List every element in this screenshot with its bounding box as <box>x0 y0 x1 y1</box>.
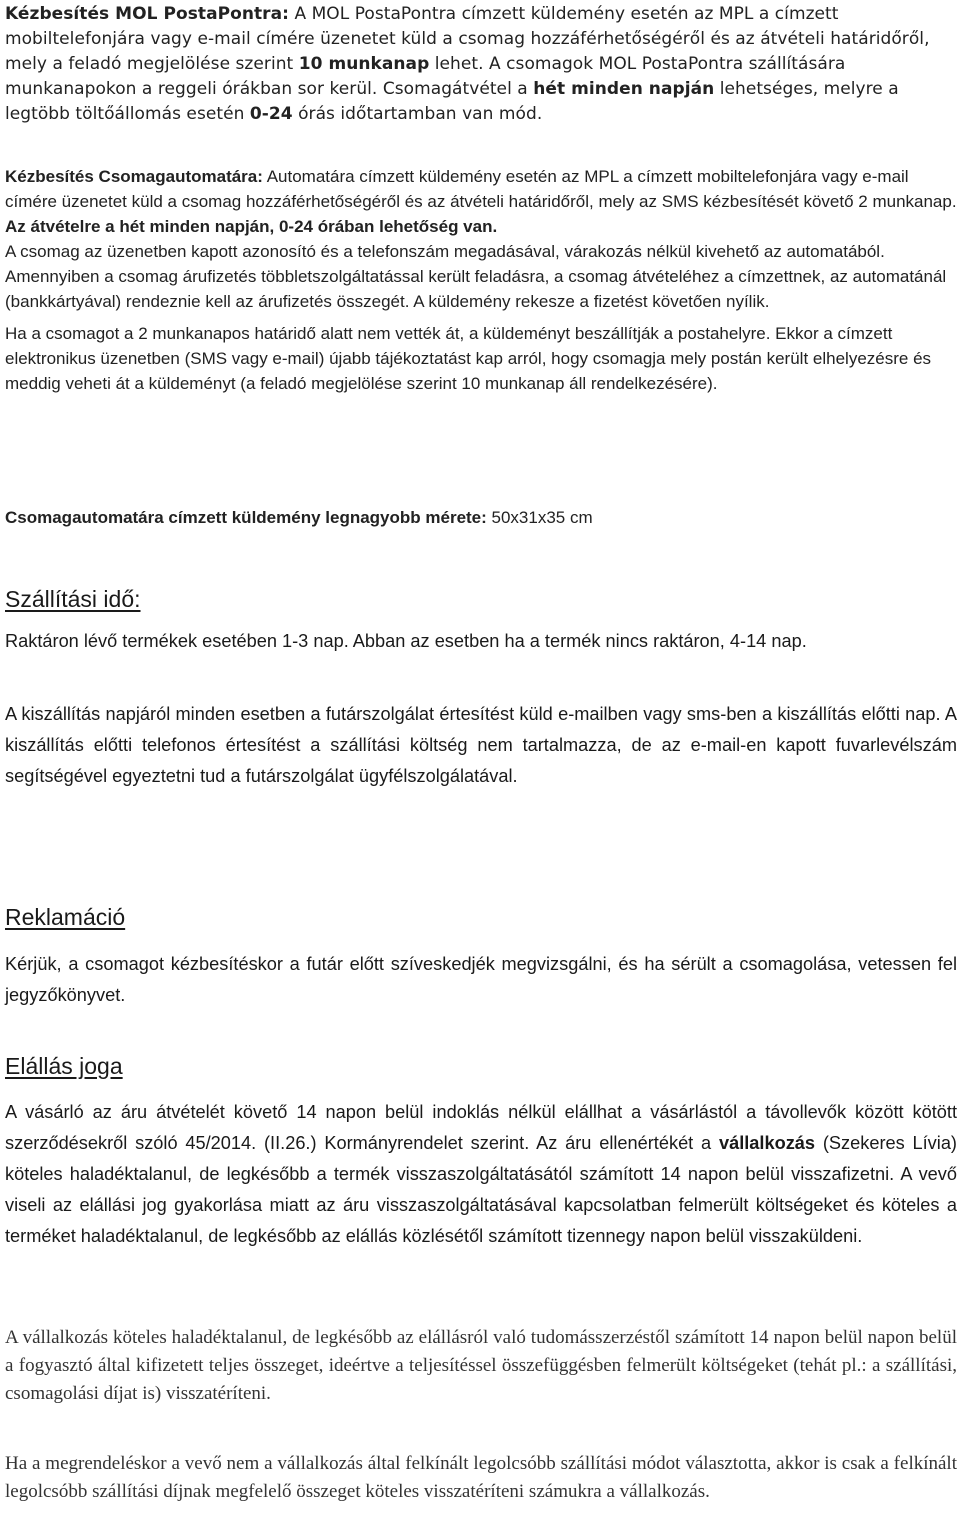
complaint-paragraph: Kérjük, a csomagot kézbesítéskor a futár előtt szíveskedjék megvizsgálni, és ha sérült a csomagolása, vetessen fel jegyzőkönyvet. <box>5 954 957 1005</box>
automata-paragraph-2: A csomag az üzenetben kapott azonosító és a telefonszám megadásával, várakozás nélkül kivehető az automatából. Amennyiben a csomag árufizetés többletszolgáltatással került feladásra, a csomag átvételéhez a címzettnek, az automatánál (bankkártyával) rendeznie kell az árufizetés összegét. A küldemény rekesze a fizetést követően nyílik. <box>5 242 947 311</box>
postapont-paragraph: Kézbesítés MOL PostaPontra: A MOL PostaPontra címzett küldemény esetén az MPL a címzett mobiltelefonjára vagy e-mail címére üzenetet küld a csomag hozzáférhetőségéről és az átvételi határidőről, mely a feladó megjelölése szerint 10 munkanap lehet. A csomagok MOL PostaPontra szállítására munkanapokon a reggeli órákban sor kerül. Csomagátvétel a hét minden napján lehetséges, melyre a legtöbb töltőállomás esetén 0-24 órás időtartamban van mód. <box>5 4 930 124</box>
postapont-section <box>5 2 957 127</box>
automata-label: Kézbesítés Csomagautomatára: <box>5 167 263 186</box>
max-size-line <box>5 505 957 530</box>
withdrawal-paragraph-3: Ha a megrendeléskor a vevő nem a vállalkozás által felkínált legolcsóbb szállítási módot választotta, akkor is csak a felkínált legolcsóbb szállítási díjnak megfelelő összeget köteles visszatéríteni számukra a vállalkozás. <box>5 1453 957 1502</box>
shipping-time-paragraph-2: A kiszállítás napjáról minden esetben a futárszolgálat értesítést küld e-mailben vagy sms-ben a kiszállítás előtti nap. A kiszállítás előtti telefonos értesítést a szállítási költség nem tartalmazza, de az e-mail-en kapott fuvarlevélszám segítségével egyeztetni tud a futárszolgálat ügyfélszolgálatával. <box>5 704 957 786</box>
max-size-label: Csomagautomatára címzett küldemény legnagyobb mérete: <box>5 508 487 527</box>
withdrawal-paragraph-1: A vásárló az áru átvételét követő 14 napon belül indoklás nélkül elállhat a vásárlástól a távollevők között kötött szerződésekről szóló 45/2014. (II.26.) Kormányrendelet szerint. Az áru ellenértékét a vállalkozás (Szekeres Lívia) köteles haladéktalanul, de legkésőbb a termék visszaszolgáltatásától számított 14 napon belül visszafizetni. A vevő viseli az elállási jog gyakorlása miatt az áru visszaszolgáltatásával kapcsolatban felmerült költségeket és köteles a terméket haladéktalanul, de legkésőbb az elállás közlésétől számított tizennegy napon belül visszaküldeni. <box>5 1102 957 1246</box>
withdrawal-heading: Elállás joga <box>5 1053 123 1079</box>
max-size-value: 50x31x35 cm <box>486 508 593 527</box>
max-size-section <box>5 505 957 530</box>
postapont-label: Kézbesítés MOL PostaPontra: <box>5 4 289 24</box>
complaint-heading: Reklamáció <box>5 904 126 930</box>
shipping-time-paragraph-1: Raktáron lévő termékek esetében 1-3 nap. Abban az esetben ha a termék nincs raktáron, 4-14 nap. <box>5 631 807 651</box>
withdrawal-paragraph-2: A vállalkozás köteles haladéktalanul, de legkésőbb az elállásról való tudomásszerzéstől számított 14 napon belül napon belül a fogyasztó által kifizetett teljes összeget, ideértve a teljesítéssel összefüggésben felmerült költségeket (tehát pl.: a szállítási, csomagolási díjat is) visszatéríteni. <box>5 1327 957 1404</box>
automata-section <box>5 164 957 396</box>
automata-paragraph-1: Kézbesítés Csomagautomatára: Automatára címzett küldemény esetén az MPL a címzett mobiltelefonjára vagy e-mail címére üzenetet küld a csomag hozzáférhetőségéről és az átvételi határidőről, mely az SMS kézbesítését követő 2 munkanap. Az átvételre a hét minden napján, 0-24 órában lehetőség van. <box>5 167 957 236</box>
automata-paragraph-3: Ha a csomagot a 2 munkanapos határidő alatt nem vették át, a küldeményt beszállítják a postahelyre. Ekkor a címzett elektronikus üzenetben (SMS vagy e-mail) újabb tájékoztatást kap arról, hogy csomagja mely postán került elhelyezésre és meddig veheti át a küldeményt (a feladó megjelölése szerint 10 munkanap áll rendelkezésére). <box>5 324 932 393</box>
shipping-time-heading: Szállítási idő: <box>5 586 141 612</box>
